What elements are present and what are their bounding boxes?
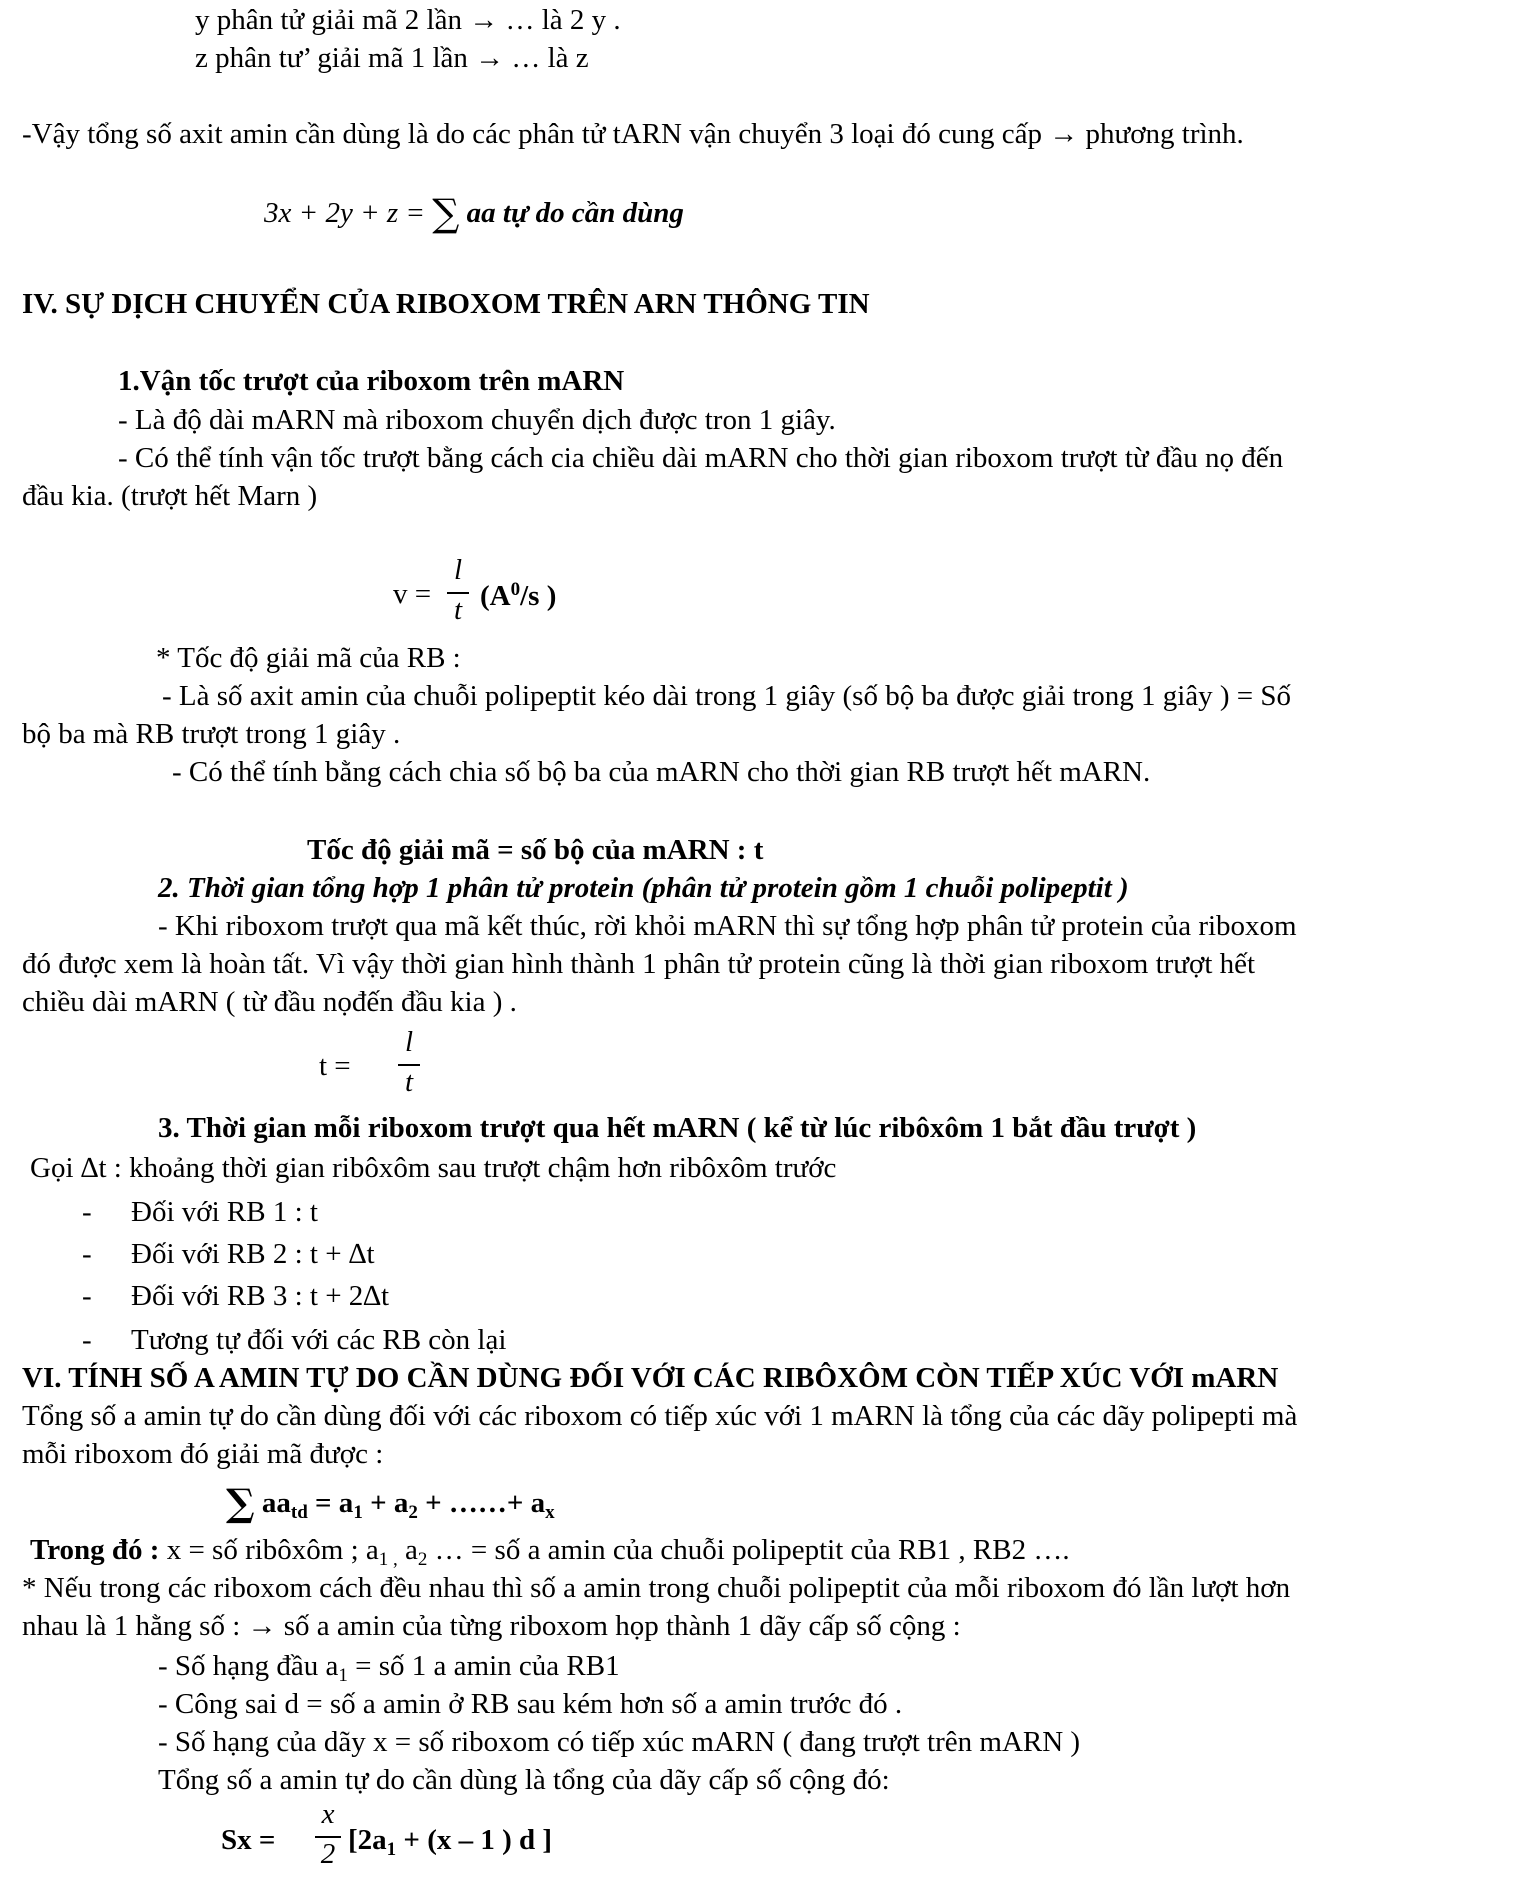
text-line: z phân tư’ giải mã 1 lần → … là z (195, 42, 589, 74)
text-line: - Là độ dài mARN mà riboxom chuyển dịch được tron 1 giây. (118, 404, 836, 436)
subsection-heading: 1.Vận tốc trượt của riboxom trên mARN (118, 365, 625, 397)
formula-total-amino-acids: ∑ $aa_{td} = a_1 + a_2$ + ……+ $a_x$ (226, 1480, 555, 1525)
formula-time-lhs: t = (319, 1050, 351, 1082)
formula-velocity-fraction: l t (447, 556, 469, 630)
text-line: Tổng số a amin tự do cần dùng đối với các riboxom có tiếp xúc với 1 mARN là tổng của các dãy polipepti mà (22, 1400, 1298, 1432)
text-line: chiều dài mARN ( từ đầu nọđến đầu kia ) . (22, 986, 517, 1018)
text-line: - Có thể tính vận tốc trượt bằng cách cia chiều dài mARN cho thời gian riboxom trượt từ đầu nọ đến (118, 442, 1284, 474)
formula-sum-fraction: x 2 (315, 1800, 341, 1874)
text-line: - Có thể tính bằng cách chia số bộ ba của mARN cho thời gian RB trượt hết mARN. (172, 756, 1151, 788)
list-bullet: - (82, 1196, 92, 1228)
sigma-symbol: ∑ (432, 191, 460, 235)
formula-sum-rhs: [$2a_1 + (x - 1$ ) d ] (348, 1824, 553, 1860)
text-line: - Công sai d = số a amin ở RB sau kém hơn số a amin trước đó . (158, 1688, 903, 1720)
text-line: - Số hạng của dãy x = số riboxom có tiếp xúc mARN ( đang trượt trên mARN ) (158, 1726, 1081, 1758)
list-bullet: - (82, 1280, 92, 1312)
sigma-symbol: ∑ (226, 1480, 255, 1525)
formula-decoding-rate: Tốc độ giải mã = số bộ của mARN : t (307, 834, 764, 866)
formula-time-fraction: l t (398, 1028, 420, 1102)
section-heading-iv: IV. SỰ DỊCH CHUYỂN CỦA RIBOXOM TRÊN ARN THÔNG TIN (22, 288, 870, 320)
text-line: -Vậy tổng số axit amin cần dùng là do các phân tử tARN vận chuyển 3 loại đó cung cấp → phương trình. (22, 118, 1244, 150)
text-line: Trong đó : x = số ribôxôm ; $a_{1 ,}$ $a_2$ … = số a amin của chuỗi polipeptit của RB1 , RB2 …. (30, 1534, 1070, 1570)
subsection-heading: 3. Thời gian mỗi riboxom trượt qua hết mARN ( kể từ lúc ribôxôm 1 bắt đầu trượt ) (158, 1112, 1197, 1144)
list-item: Tương tự đối với các RB còn lại (131, 1324, 507, 1356)
list-item: Đối với RB 3 : t + 2∆t (131, 1280, 390, 1312)
formula-sum-lhs: Sx = (221, 1824, 276, 1856)
text-line: mỗi riboxom đó giải mã được : (22, 1438, 384, 1470)
formula-velocity-lhs: v = (393, 578, 432, 610)
text-line: y phân tử giải mã 2 lần → … là 2 y . (195, 4, 621, 36)
formula-velocity-unit: ($A^0/s$ ) (480, 579, 557, 612)
text-line: Gọi ∆t : khoảng thời gian ribôxôm sau trượt chậm hơn ribôxôm trước (30, 1152, 837, 1184)
formula-amino-acid-sum: 3x + 2y + z = ∑ aa tự do cần dùng (264, 191, 684, 235)
text-line: nhau là 1 hằng số : → số a amin của từng riboxom họp thành 1 dãy cấp số cộng : (22, 1610, 961, 1642)
subsection-heading: 2. Thời gian tổng hợp 1 phân tử protein (phân tử protein gồm 1 chuỗi polipeptit ) (158, 872, 1129, 904)
list-bullet: - (82, 1324, 92, 1356)
text-line: * Tốc độ giải mã của RB : (156, 642, 461, 674)
text-line: - Khi riboxom trượt qua mã kết thúc, rời khỏi mARN thì sự tổng hợp phân tử protein của riboxom (158, 910, 1297, 942)
text-line: bộ ba mà RB trượt trong 1 giây . (22, 718, 401, 750)
text-line: Tổng số a amin tự do cần dùng là tổng của dãy cấp số cộng đó: (158, 1764, 890, 1796)
list-bullet: - (82, 1238, 92, 1270)
text-line: - Là số axit amin của chuỗi polipeptit kéo dài trong 1 giây (số bộ ba được giải trong 1 giây ) = Số (162, 680, 1292, 712)
text-line: * Nếu trong các riboxom cách đều nhau thì số a amin trong chuỗi polipeptit của mỗi riboxom đó lần lượt hơn (22, 1572, 1291, 1604)
text-line: đó được xem là hoàn tất. Vì vậy thời gian hình thành 1 phân tử protein cũng là thời gian riboxom trượt hết (22, 948, 1256, 980)
list-item: Đối với RB 2 : t + ∆t (131, 1238, 375, 1270)
text-line: - Số hạng đầu $a_1$ = số 1 a amin của RB1 (158, 1650, 620, 1686)
list-item: Đối với RB 1 : t (131, 1196, 318, 1228)
text-line: đầu kia. (trượt hết Marn ) (22, 480, 318, 512)
section-heading-vi: VI. TÍNH SỐ A AMIN TỰ DO CẦN DÙNG ĐỐI VỚI CÁC RIBÔXÔM CÒN TIẾP XÚC VỚI mARN (22, 1362, 1279, 1394)
